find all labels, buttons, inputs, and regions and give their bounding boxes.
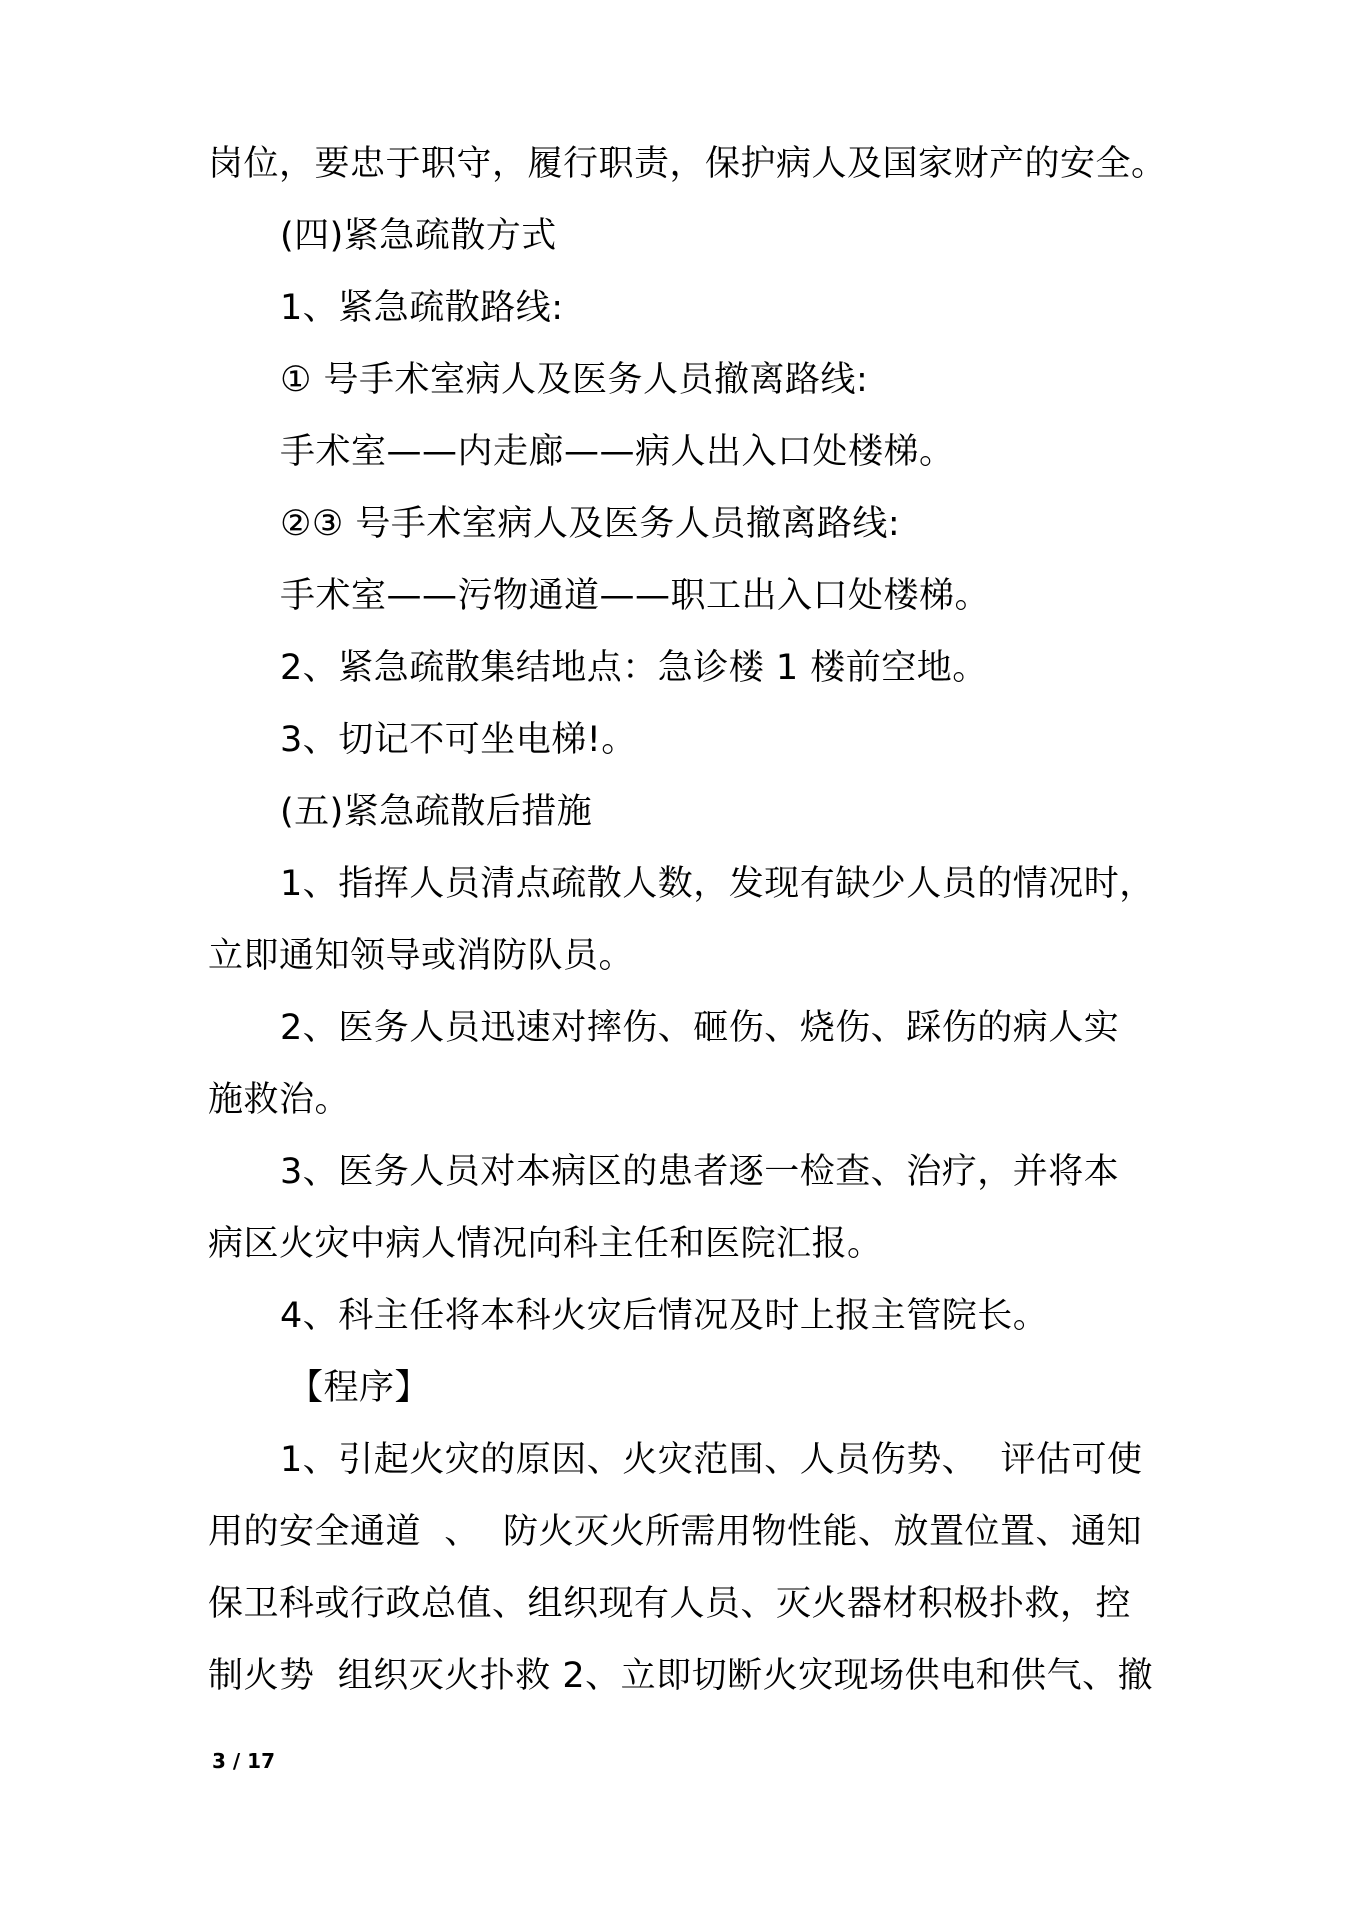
section-heading: 【程序】	[288, 1368, 431, 1408]
text-line: 1、引起火灾的原因、火灾范围、人员伤势、 评估可使	[280, 1440, 1143, 1480]
text-line: 3、医务人员对本病区的患者逐一检查、治疗，并将本	[280, 1152, 1120, 1192]
text-line: 病区火灾中病人情况向科主任和医院汇报。	[208, 1224, 883, 1264]
text-line: ① 号手术室病人及医务人员撤离路线:	[280, 360, 869, 400]
text-line: 1、紧急疏散路线:	[280, 288, 564, 328]
text-line: ②③ 号手术室病人及医务人员撤离路线:	[280, 504, 901, 544]
text-line: 施救治。	[208, 1080, 351, 1120]
text-line: 4、科主任将本科火灾后情况及时上报主管院长。	[280, 1296, 1049, 1336]
text-line: 3、切记不可坐电梯!。	[280, 720, 637, 760]
text-line: 岗位，要忠于职守，履行职责，保护病人及国家财产的安全。	[208, 144, 1167, 184]
page-number: 3 / 17	[212, 1749, 275, 1773]
text-line: 手术室——污物通道——职工出入口处楼梯。	[280, 576, 991, 616]
text-line: 手术室——内走廊——病人出入口处楼梯。	[280, 432, 955, 472]
text-line: 2、医务人员迅速对摔伤、砸伤、烧伤、踩伤的病人实	[280, 1008, 1120, 1048]
section-heading: (五)紧急疏散后措施	[280, 792, 593, 832]
text-line: 立即通知领导或消防队员。	[208, 936, 635, 976]
text-line: 保卫科或行政总值、组织现有人员、灭火器材积极扑救，控	[208, 1584, 1132, 1624]
section-heading: (四)紧急疏散方式	[280, 216, 557, 256]
text-line: 2、紧急疏散集结地点：急诊楼 1 楼前空地。	[280, 648, 988, 688]
text-line: 制火势 组织灭火扑救 2、立即切断火灾现场供电和供气、撤	[208, 1656, 1154, 1696]
text-line: 用的安全通道 、 防火灭火所需用物性能、放置位置、通知	[208, 1512, 1143, 1552]
text-line: 1、指挥人员清点疏散人数，发现有缺少人员的情况时，	[280, 864, 1155, 904]
